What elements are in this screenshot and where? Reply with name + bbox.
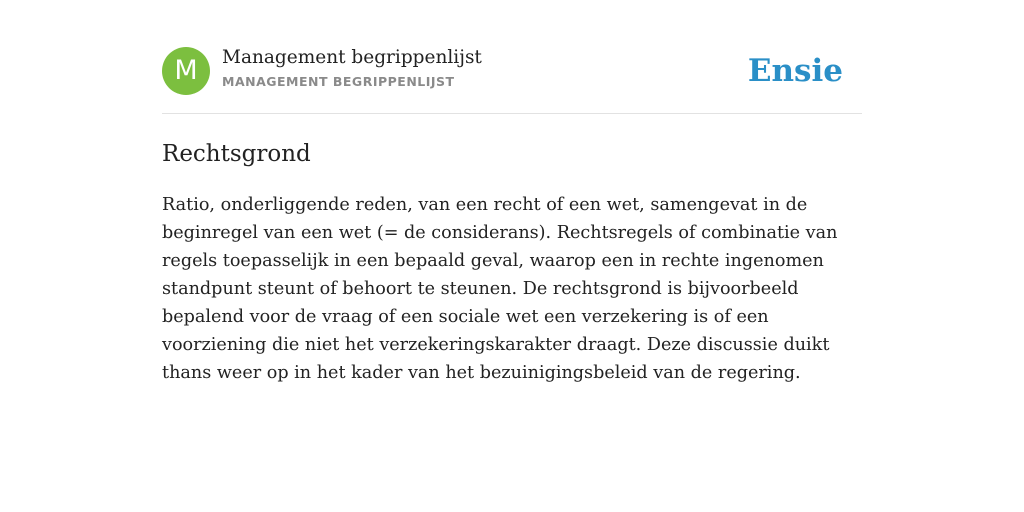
term-heading: Rechtsgrond — [162, 141, 311, 167]
ensie-logo[interactable]: Ensie — [747, 53, 843, 89]
list-avatar[interactable]: M — [162, 47, 210, 95]
list-subtitle: MANAGEMENT BEGRIPPENLIJST — [222, 74, 455, 89]
entry-card — [162, 44, 862, 387]
entry-header — [162, 44, 862, 114]
list-title-link[interactable]: Management begrippenlijst — [222, 47, 482, 68]
term-definition: Ratio, onderliggende reden, van een recht of een wet, samengevat in de beginregel van een wet (= de considerans). Rechtsregels of combinatie van regels toepasselijk in een bepaald geval, waarop een in rechte ingenomen standpunt steunt of behoort te steunen. De rechtsgrond is bijvoorbeeld bepalend voor de vraag of een sociale wet een verzekering is of een voorziening die niet het verzekeringskarakter draagt. Deze discussie duikt thans weer op in het kader van het bezuinigingsbeleid van de regering. — [162, 195, 838, 383]
list-titles — [222, 46, 482, 91]
